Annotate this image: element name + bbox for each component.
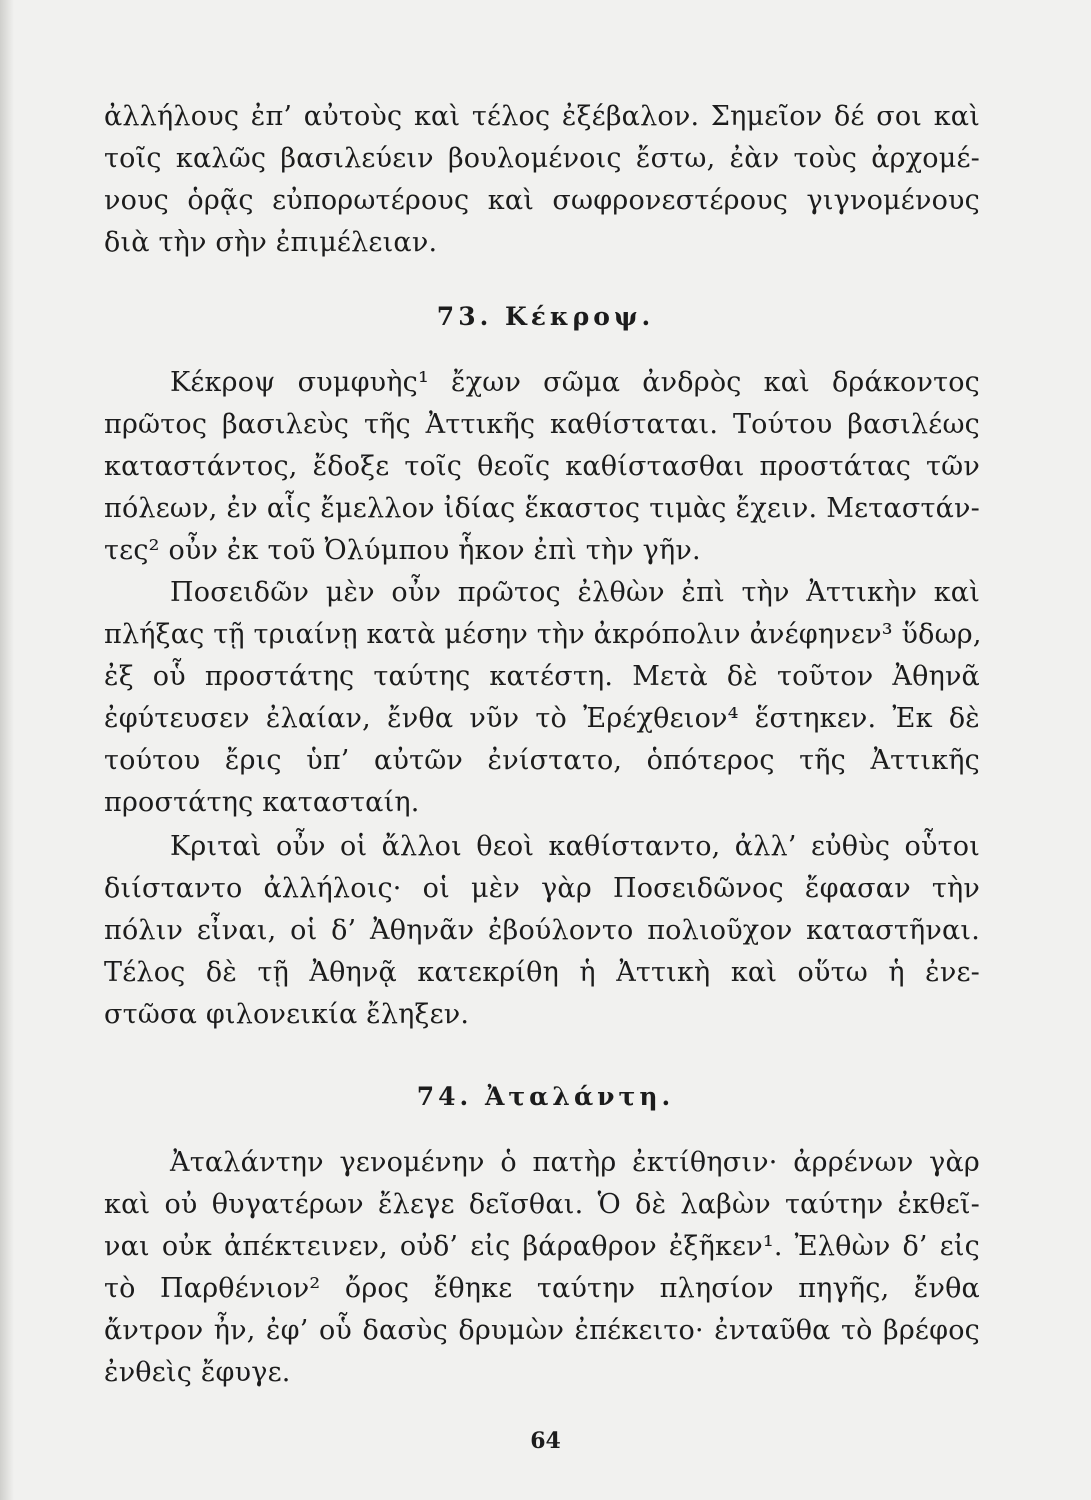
section-73-paragraph-1: [104, 362, 980, 572]
section-heading-73: 73. Κέκροψ.: [436, 302, 655, 331]
text-line: τοῖς καλῶς βασιλεύειν βουλομένοις ἔστω, ἐὰν τοὺς ἀρχομέ-: [104, 143, 980, 174]
text-line: ναι οὐκ ἀπέκτεινεν, οὐδ’ εἰς βάραθρον ἐξῆκεν¹. Ἐλθὼν δ’ εἰς: [104, 1231, 980, 1262]
text-line: διίσταντο ἀλλήλοις· οἱ μὲν γὰρ Ποσειδῶνος ἔφασαν τὴν: [104, 873, 980, 904]
text-line: τὸ Παρθένιον² ὄρος ἔθηκε ταύτην πλησίον πηγῆς, ἔνθα: [104, 1273, 980, 1304]
section-74-paragraph-1: [104, 1142, 980, 1394]
page-gutter-shadow: [0, 0, 14, 1500]
text-line: τες² οὖν ἐκ τοῦ Ὀλύμπου ἧκον ἐπὶ τὴν γῆν.: [104, 535, 701, 566]
text-line: πρῶτος βασιλεὺς τῆς Ἀττικῆς καθίσταται. Τούτου βασιλέως: [104, 409, 980, 440]
text-line: καταστάντος, ἔδοξε τοῖς θεοῖς καθίστασθαι προστάτας τῶν: [104, 451, 980, 482]
text-line: ἄντρον ἦν, ἐφ’ οὗ δασὺς δρυμὼν ἐπέκειτο· ἐνταῦθα τὸ βρέφος: [104, 1315, 980, 1346]
text-line: ἀλλήλους ἐπ’ αὐτοὺς καὶ τέλος ἐξέβαλον. Σημεῖον δέ σοι καὶ: [104, 101, 980, 132]
text-line: ἐνθεὶς ἔφυγε.: [104, 1357, 291, 1388]
page-number: 64: [530, 1428, 561, 1454]
section-73-paragraph-2: [104, 572, 980, 824]
text-line: καὶ οὐ θυγατέρων ἔλεγε δεῖσθαι. Ὁ δὲ λαβὼν ταύτην ἐκθεῖ-: [104, 1189, 980, 1220]
text-line: ἐφύτευσεν ἐλαίαν, ἔνθα νῦν τὸ Ἐρέχθειον⁴ ἕστηκεν. Ἐκ δὲ: [104, 703, 980, 734]
text-line: Κριταὶ οὖν οἱ ἄλλοι θεοὶ καθίσταντο, ἀλλ’ εὐθὺς οὗτοι: [170, 831, 980, 862]
text-line: πόλιν εἶναι, οἱ δ’ Ἀθηνᾶν ἐβούλοντο πολιοῦχον καταστῆναι.: [104, 915, 980, 946]
text-line: Ποσειδῶν μὲν οὖν πρῶτος ἐλθὼν ἐπὶ τὴν Ἀττικὴν καὶ: [170, 577, 980, 608]
text-line: Κέκροψ συμφυὴς¹ ἔχων σῶμα ἀνδρὸς καὶ δράκοντος: [170, 367, 980, 398]
text-line: διὰ τὴν σὴν ἐπιμέλειαν.: [104, 227, 438, 258]
text-line: Ἀταλάντην γενομένην ὁ πατὴρ ἐκτίθησιν· ἀρρένων γὰρ: [170, 1147, 980, 1178]
text-line: προστάτης κατασταίη.: [104, 787, 420, 818]
text-line: πλήξας τῇ τριαίνῃ κατὰ μέσην τὴν ἀκρόπολιν ἀνέφηνεν³ ὕδωρ,: [104, 619, 982, 650]
text-line: Τέλος δὲ τῇ Ἀθηνᾷ κατεκρίθη ἡ Ἀττικὴ καὶ οὕτω ἡ ἐνε-: [104, 957, 980, 988]
text-line: στῶσα φιλονεικία ἔληξεν.: [104, 999, 470, 1030]
text-line: τούτου ἔρις ὑπ’ αὐτῶν ἐνίστατο, ὁπότερος τῆς Ἀττικῆς: [104, 745, 980, 776]
section-73-paragraph-3: [104, 826, 980, 1036]
paragraph-top: [104, 96, 980, 264]
section-heading-74: 74. Ἀταλάντη.: [416, 1082, 675, 1111]
text-line: ἐξ οὗ προστάτης ταύτης κατέστη. Μετὰ δὲ τοῦτον Ἀθηνᾶ: [104, 661, 980, 692]
text-line: νους ὁρᾷς εὐπορωτέρους καὶ σωφρονεστέρους γιγνομένους: [104, 185, 980, 216]
text-line: πόλεων, ἐν αἷς ἔμελλον ἰδίας ἕκαστος τιμὰς ἔχειν. Μεταστάν-: [104, 493, 980, 524]
